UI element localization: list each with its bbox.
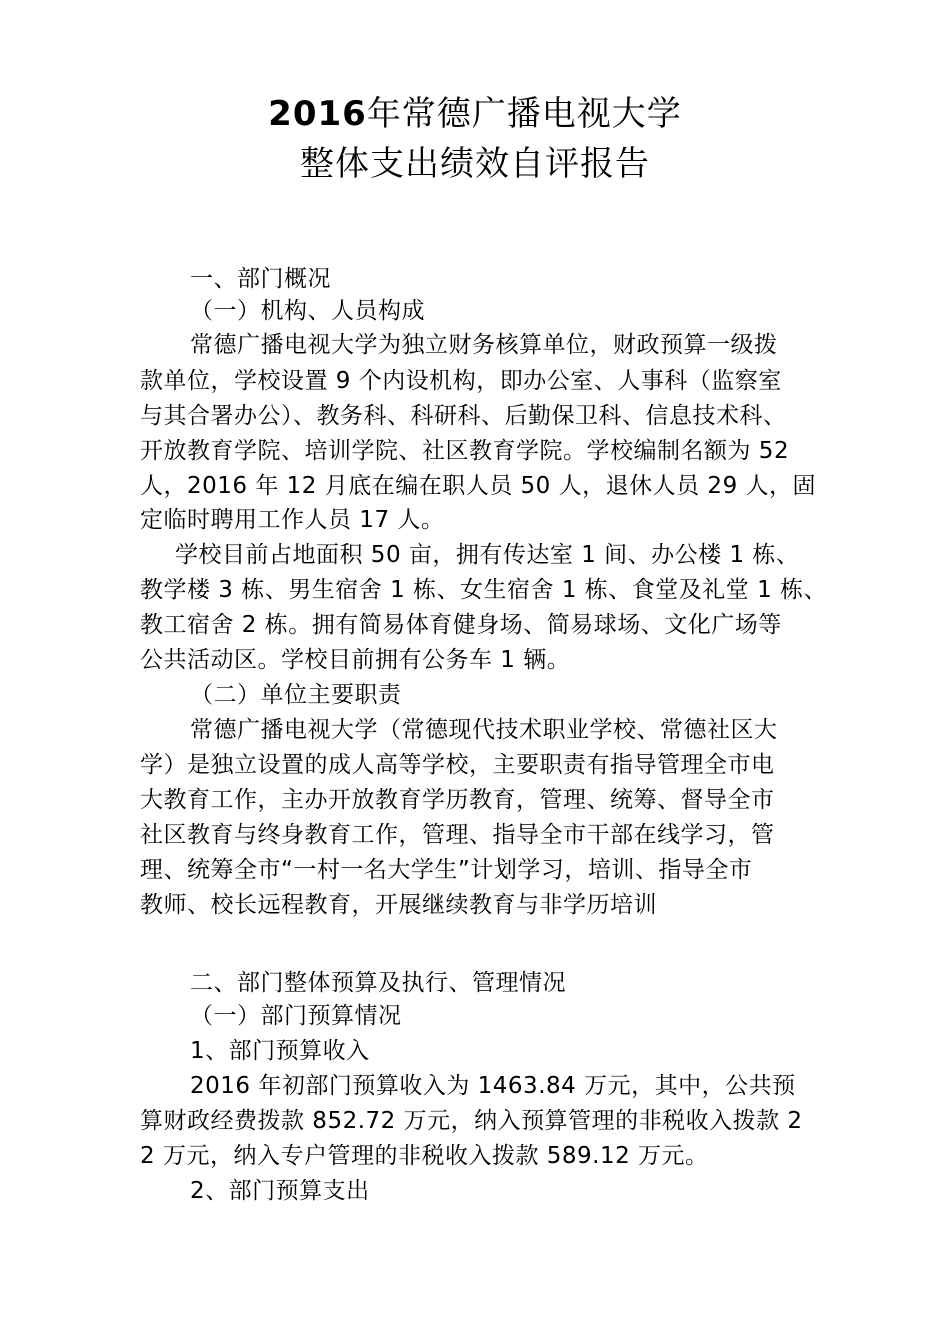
subsection-heading-2-1: （一）部门预算情况 (190, 1003, 402, 1029)
paragraph-line: 公共活动区。学校目前拥有公务车 1 辆。 (140, 647, 571, 673)
section-heading-2: 二、部门整体预算及执行、管理情况 (190, 970, 566, 996)
paragraph-line: 开放教育学院、培训学院、社区教育学院。学校编制名额为 52 (140, 438, 790, 464)
paragraph-line: 2 万元，纳入专户管理的非税收入拨款 589.12 万元。 (140, 1143, 709, 1169)
report-title-line-1 (0, 94, 950, 134)
paragraph-line: 教学楼 3 栋、男生宿舍 1 栋、女生宿舍 1 栋、食堂及礼堂 1 栋、 (140, 577, 828, 603)
paragraph-line: 学校目前占地面积 50 亩，拥有传达室 1 间、办公楼 1 栋、 (175, 542, 800, 568)
paragraph-line: 人，2016 年 12 月底在编在职人员 50 人，退休人员 29 人，固 (140, 473, 817, 499)
item-heading-2-1-1: 1、部门预算收入 (190, 1038, 370, 1064)
paragraph-line: 2016 年初部门预算收入为 1463.84 万元，其中，公共预 (190, 1073, 796, 1099)
report-title-line-2: 整体支出绩效自评报告 (300, 144, 650, 184)
paragraph-line: 理、统筹全市“一村一名大学生”计划学习，培训、指导全市 (140, 857, 753, 883)
paragraph-line: 常德广播电视大学为独立财务核算单位，财政预算一级拨 (190, 332, 778, 358)
paragraph-line: 教工宿舍 2 栋。拥有简易体育健身场、简易球场、文化广场等 (140, 612, 782, 638)
subsection-heading-1-2: （二）单位主要职责 (190, 682, 402, 708)
paragraph-line: 社区教育与终身教育工作，管理、指导全市干部在线学习，管 (140, 822, 775, 848)
report-title-rest: 年常德广播电视大学 (366, 94, 682, 134)
paragraph-line: 大教育工作，主办开放教育学历教育，管理、统筹、督导全市 (140, 787, 775, 813)
paragraph-line: 定临时聘用工作人员 17 人。 (140, 507, 445, 533)
report-title-year: 2016 (268, 94, 367, 134)
paragraph-line: 算财政经费拨款 852.72 万元，纳入预算管理的非税收入拨款 2 (140, 1108, 803, 1134)
paragraph-line: 与其合署办公）、教务科、科研科、后勤保卫科、信息技术科、 (140, 403, 787, 429)
section-heading-1: 一、部门概况 (190, 266, 331, 292)
item-heading-2-1-2: 2、部门预算支出 (190, 1178, 370, 1204)
subsection-heading-1-1: （一）机构、人员构成 (190, 298, 425, 324)
paragraph-line: 教师、校长远程教育，开展继续教育与非学历培训 (140, 892, 657, 918)
paragraph-line: 常德广播电视大学（常德现代技术职业学校、常德社区大 (190, 717, 778, 743)
paragraph-line: 学）是独立设置的成人高等学校，主要职责有指导管理全市电 (140, 752, 775, 778)
paragraph-line: 款单位，学校设置 9 个内设机构，即办公室、人事科（监察室 (140, 368, 782, 394)
